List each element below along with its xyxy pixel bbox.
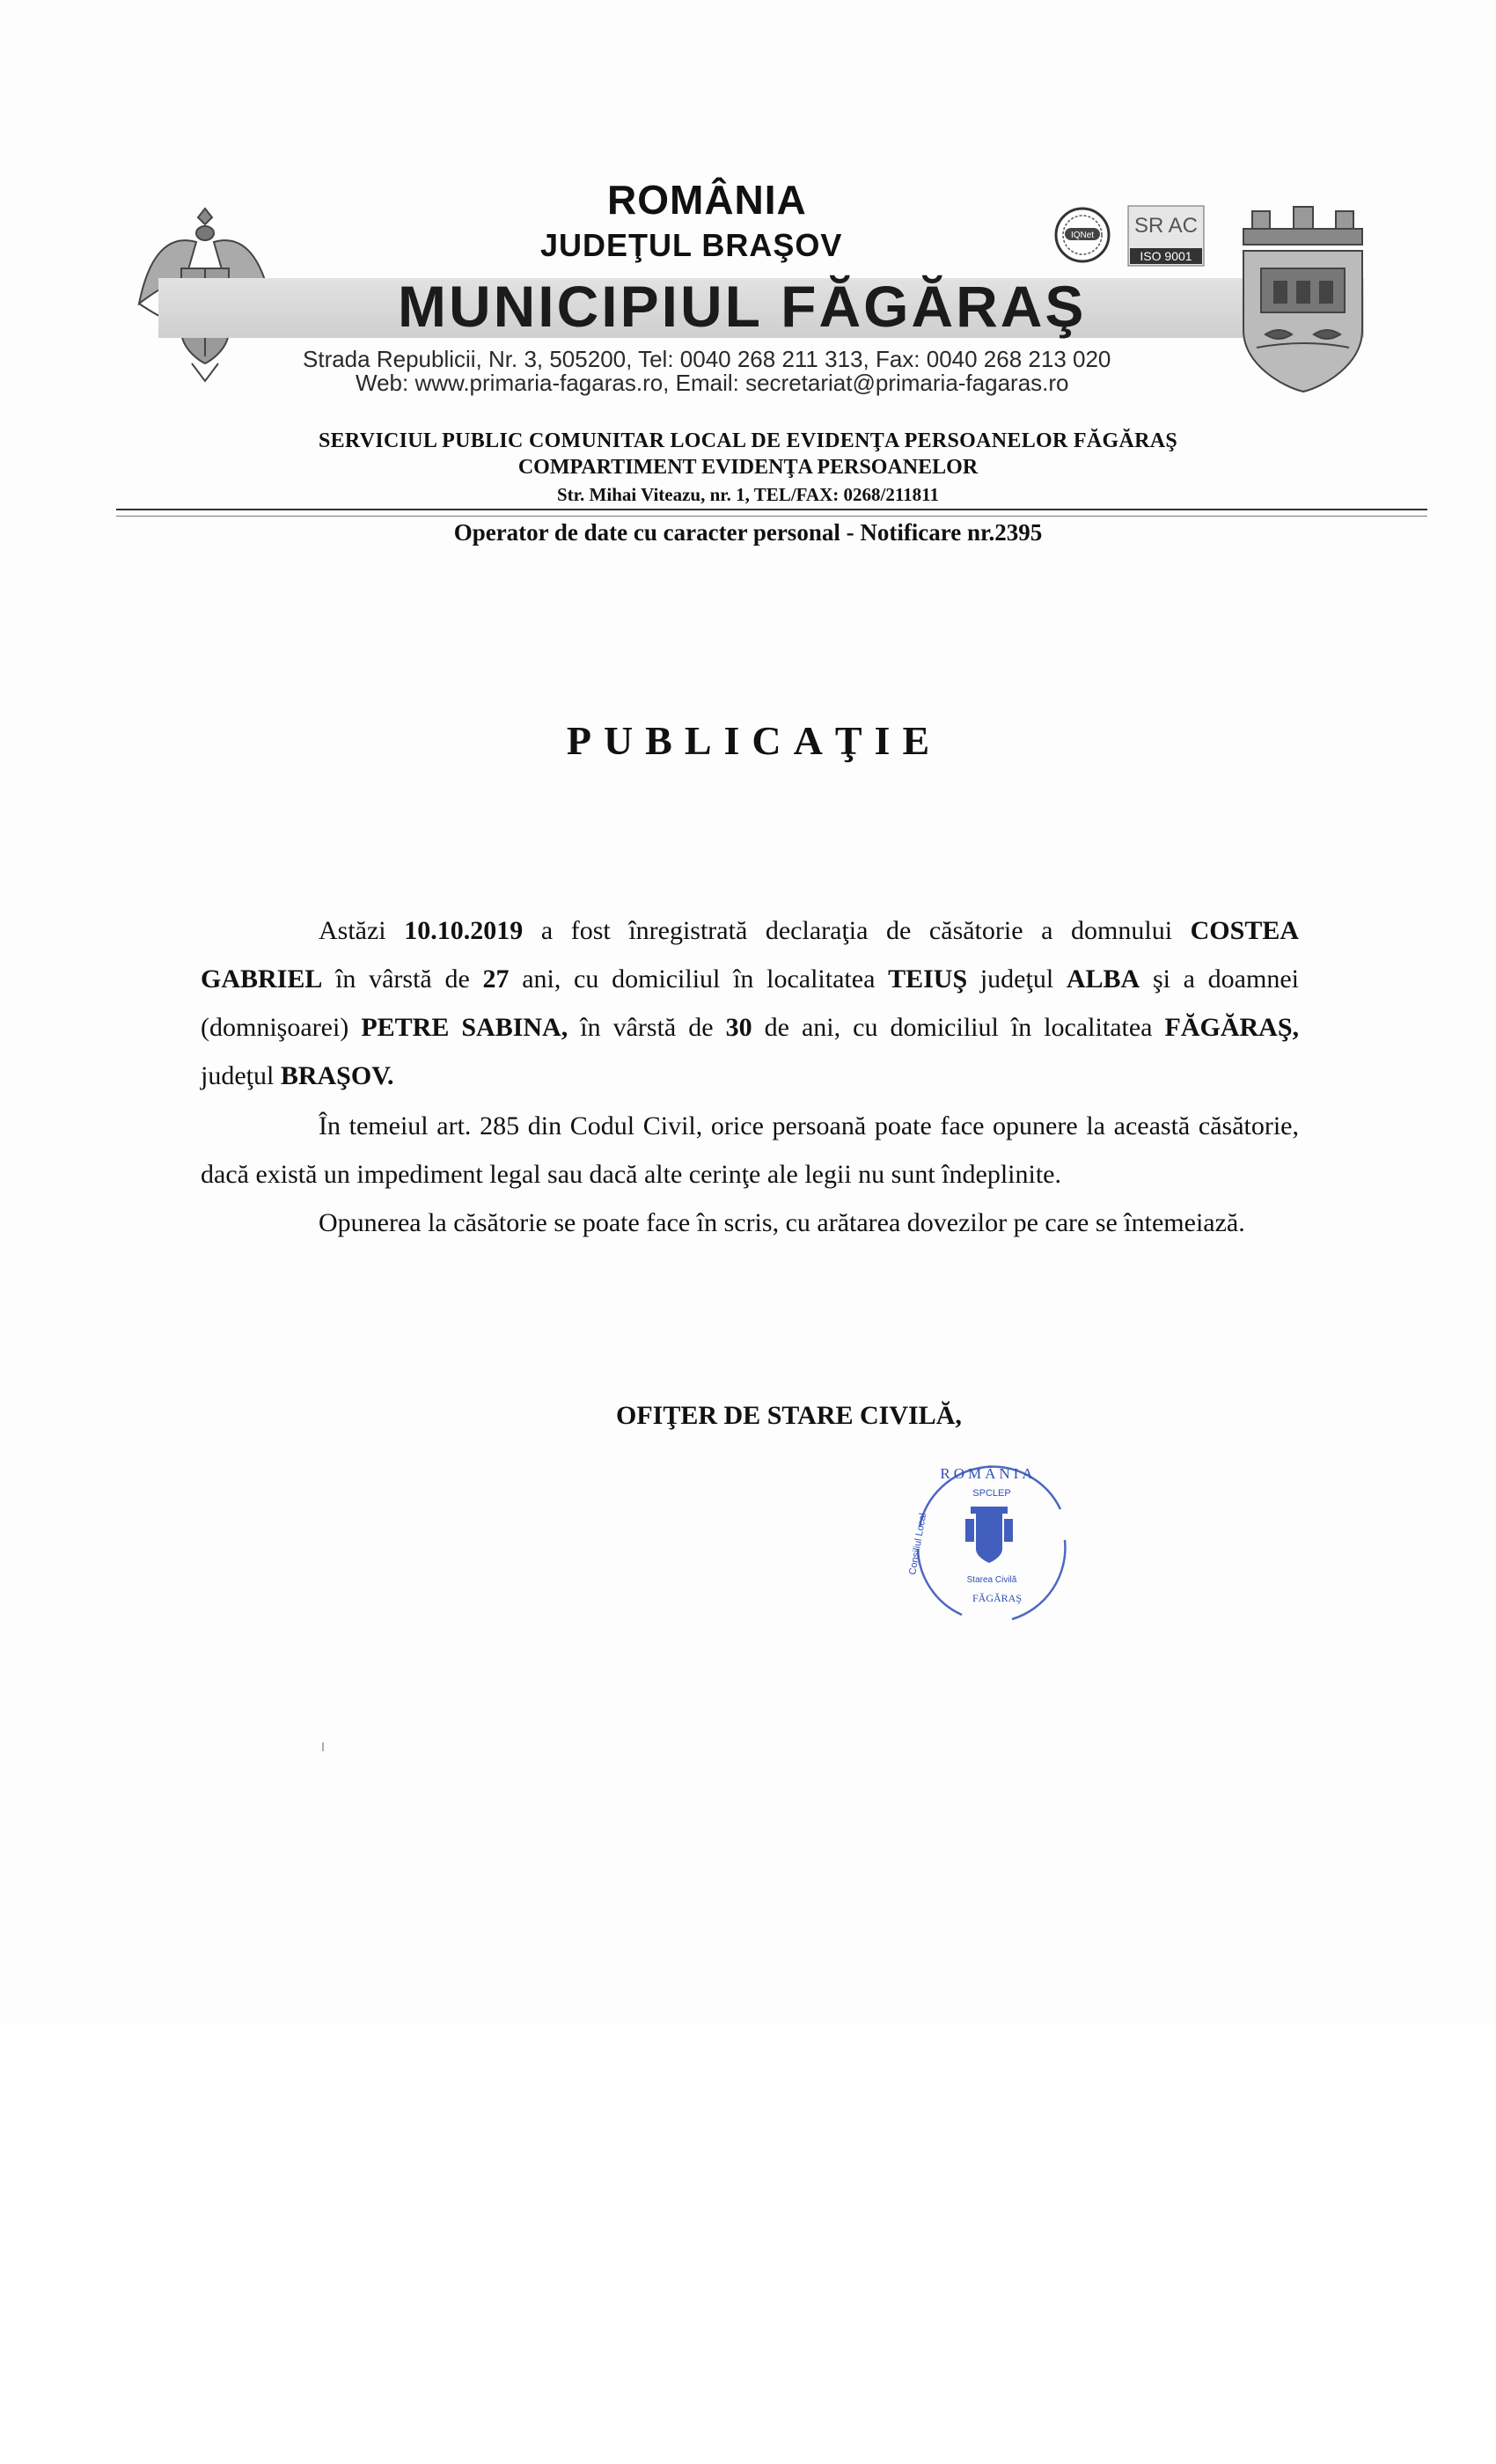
service-department: COMPARTIMENT EVIDENŢA PERSOANELOR bbox=[517, 456, 979, 479]
header-municipality: MUNICIPIUL FĂGĂRAŞ bbox=[398, 274, 1087, 339]
header-divider-thin bbox=[116, 516, 1427, 517]
stamp-left-text: Consiliul Local bbox=[907, 1512, 929, 1576]
bride-name: PETRE SABINA, bbox=[361, 1013, 568, 1042]
notice-body bbox=[201, 906, 1299, 1247]
data-operator-notice: Operator de date cu caracter personal - Notificare nr.2395 bbox=[453, 519, 1043, 546]
service-address: Str. Mihai Viteazu, nr. 1, TEL/FAX: 0268/211811 bbox=[556, 484, 940, 505]
header-country: ROMÂNIA bbox=[607, 177, 807, 223]
stamp-middle-text: Starea Civilă bbox=[966, 1575, 1017, 1585]
notice-paragraph-1: Astăzi 10.10.2019 a fost înregistrată declaraţia de căsătorie a domnului COSTEA GABRIEL în vârstă de 27 ani, cu domiciliul în localitatea TEIUŞ judeţul ALBA şi a doamnei (domnişoarei) PETRE SABINA, în vârstă de 30 de ani, cu domiciliul în localitatea FĂGĂRAŞ, judeţul BRAŞOV. bbox=[201, 916, 1300, 1090]
groom-town: TEIUŞ bbox=[888, 964, 968, 994]
header-county: JUDEŢUL BRAŞOV bbox=[540, 227, 843, 263]
stamp-top-text: ROMÂNIA bbox=[940, 1465, 1037, 1482]
groom-age: 27 bbox=[482, 964, 510, 994]
stamp-org-text: SPCLEP bbox=[972, 1488, 1011, 1499]
bride-age: 30 bbox=[725, 1013, 752, 1042]
document-title: PUBLICAŢIE bbox=[566, 718, 942, 763]
page-bottom-margin bbox=[0, 2024, 1496, 2464]
signature-label: OFIŢER DE STARE CIVILĂ, bbox=[616, 1401, 962, 1430]
bride-town: FĂGĂRAŞ, bbox=[1164, 1013, 1300, 1042]
official-stamp-icon bbox=[893, 1443, 1091, 1641]
registration-date: 10.10.2019 bbox=[404, 916, 524, 945]
header-web-email: Web: www.primaria-fagaras.ro, Email: secretariat@primaria-fagaras.ro bbox=[356, 370, 1069, 396]
iso-label: ISO 9001 bbox=[1140, 249, 1192, 263]
groom-county: ALBA bbox=[1066, 964, 1140, 994]
bride-county: BRAŞOV. bbox=[280, 1061, 394, 1090]
iqnet-certification-icon bbox=[1047, 204, 1118, 266]
srac-label: SR AC bbox=[1133, 214, 1199, 238]
service-name: SERVICIUL PUBLIC COMUNITAR LOCAL DE EVIDENŢA PERSOANELOR FĂGĂRAŞ bbox=[318, 429, 1178, 452]
notice-paragraph-2: În temeiul art. 285 din Codul Civil, orice persoană poate face opunere la această căsătorie, dacă există un impediment legal sau dacă alte cerinţe ale legii nu sunt îndeplinite. bbox=[201, 1111, 1299, 1189]
notice-paragraph-3: Opunerea la căsătorie se poate face în scris, cu arătarea dovezilor pe care se întemeiază. bbox=[319, 1208, 1245, 1237]
groom-name: COSTEA GABRIEL bbox=[201, 916, 1300, 994]
iqnet-label: IQNet bbox=[1070, 231, 1095, 240]
header-divider bbox=[116, 509, 1427, 510]
srac-iso-certification-icon bbox=[1126, 204, 1206, 268]
header-address: Strada Republicii, Nr. 3, 505200, Tel: 0040 268 211 313, Fax: 0040 268 213 020 bbox=[303, 346, 1111, 372]
scan-mark bbox=[322, 1742, 324, 1751]
stamp-bottom-text: FĂGĂRAŞ bbox=[972, 1592, 1023, 1604]
fagaras-coat-of-arms-icon bbox=[1230, 202, 1375, 396]
